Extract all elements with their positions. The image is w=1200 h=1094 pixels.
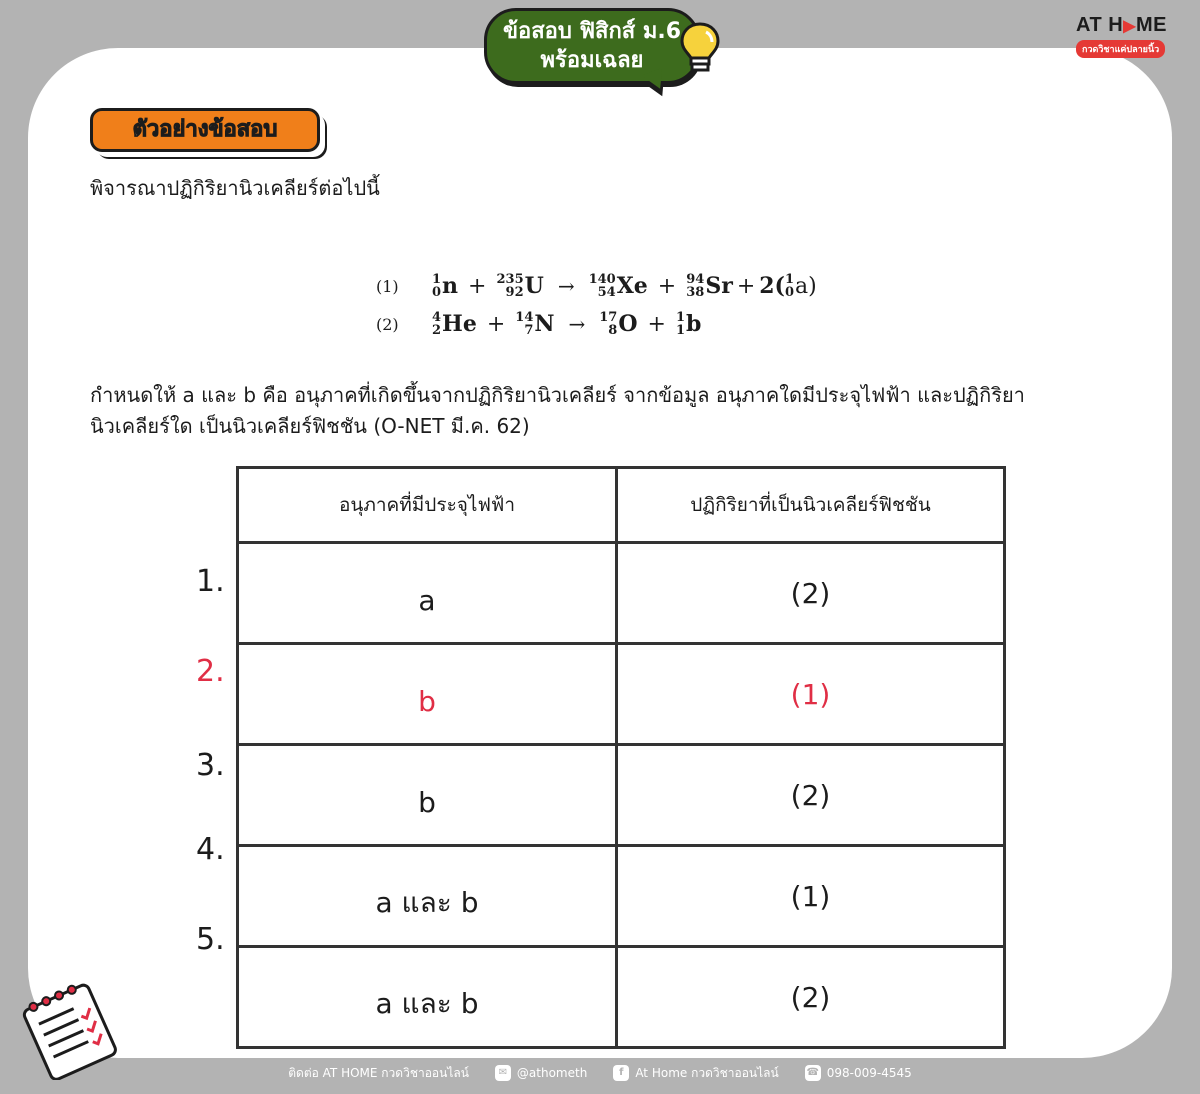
reaction-2 [376,306,701,342]
option-number-4: 4. [196,832,225,867]
plus-sign: + [468,273,487,299]
plus-sign: + [657,273,677,299]
reaction-2-number: (2) [376,314,399,334]
nuclide-a: 1 0 a [784,272,809,300]
answer-table [236,466,1006,1049]
arrow-icon: → [557,274,575,298]
cell-reaction: (1) [617,846,1005,947]
cell-particle: b [238,745,617,846]
cell-particle: a และ b [238,947,617,1048]
footer-phone-number: 098-009-4545 [826,1066,912,1080]
play-icon: ▶ [1123,18,1136,35]
brand-name: AT H▶ME [1076,14,1167,36]
arrow-icon: → [568,312,586,336]
table-row-correct [238,644,1005,745]
table-row [238,947,1005,1048]
nuclide-b: 1 1 b [675,310,702,338]
footer [0,1058,1200,1088]
cell-particle: a [238,543,617,644]
nuclide-oxygen: 17 8 O [599,310,638,338]
question-text: กำหนดให้ a และ b คือ อนุภาคที่เกิดขึ้นจากปฏิกิริยานิวเคลียร์ จากข้อมูล อนุภาคใดมีประจุไฟฟ้า และปฏิกิริยานิวเคลียร์ใด เป็นนิวเคลียร์ฟิชชัน (O-NET มี.ค. 62) [90,383,1025,438]
reaction-1 [376,268,817,304]
cell-particle: b [238,644,617,745]
table-row [238,543,1005,644]
table-header-reaction: ปฏิกิริยาที่เป็นนิวเคลียร์ฟิชชัน [617,468,1005,543]
reaction-1-number: (1) [376,276,399,296]
option-number-1: 1. [196,564,225,599]
section-label: ตัวอย่างข้อสอบ [90,108,320,152]
option-number-5: 5. [196,922,225,957]
facebook-icon: f [613,1065,629,1081]
close-paren: ) [808,273,817,299]
line-icon: ✉ [495,1065,511,1081]
nuclide-uranium: 235 92 U [496,272,544,300]
table-row [238,745,1005,846]
brand-tagline: กวดวิชาแค่ปลายนิ้ว [1076,40,1165,58]
nuclide-helium: 4 2 He [432,310,477,338]
phone-icon: ☎ [805,1065,821,1081]
lightbulb-icon [676,20,724,76]
nuclide-xenon: 140 54 Xe [588,272,648,300]
cell-reaction: (2) [617,947,1005,1048]
plus-sign: + [486,311,506,337]
header-bubble [484,8,700,84]
option-number-2: 2. [196,654,225,689]
brand-logo [1076,14,1180,58]
footer-facebook[interactable] [613,1064,778,1083]
option-number-3: 3. [196,748,225,783]
nuclide-strontium: 94 38 Sr [686,272,733,300]
table-header-row [238,468,1005,543]
question-intro: พิจารณาปฏิกิริยานิวเคลียร์ต่อไปนี้ [90,176,380,200]
header-title-line2: พร้อมเฉลย [540,48,644,73]
footer-line-id: @athometh [516,1066,588,1080]
nuclide-nitrogen: 14 7 N [515,310,555,338]
coefficient: 2( [759,273,785,299]
footer-phone[interactable] [805,1065,912,1081]
cell-reaction: (1) [617,644,1005,745]
table-header-particle: อนุภาคที่มีประจุไฟฟ้า [238,468,617,543]
footer-contact: ติดต่อ AT HOME กวดวิชาออนไลน์ [288,1065,469,1080]
cell-reaction: (2) [617,543,1005,644]
header-title-line1: ข้อสอบ ฟิสิกส์ ม.6 [502,19,682,44]
nuclide-neutron: 1 0 n [432,272,459,300]
footer-facebook-name: At Home กวดวิชาออนไลน์ [635,1065,779,1080]
cell-particle: a และ b [238,846,617,947]
cell-reaction: (2) [617,745,1005,846]
plus-sign: + [736,273,756,299]
footer-line[interactable] [495,1065,587,1081]
plus-sign: + [647,311,666,337]
table-row [238,846,1005,947]
